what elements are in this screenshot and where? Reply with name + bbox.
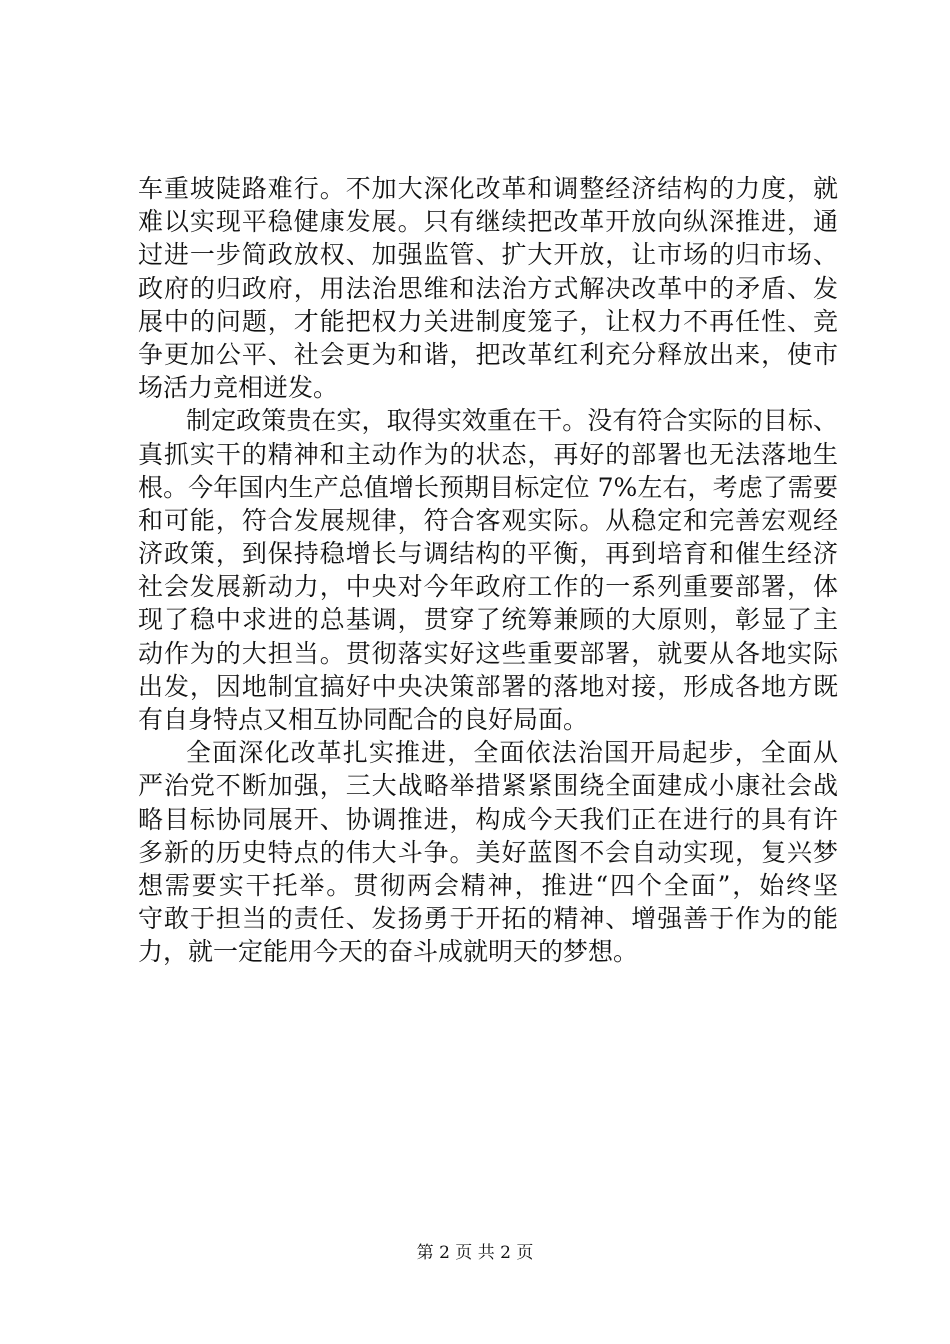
text-line: 有自身特点又相互协同配合的良好局面。: [138, 705, 589, 734]
page-footer: 第 2 页 共 2 页: [416, 1243, 534, 1263]
text-line: 和可能，符合发展规律，符合客观实际。从稳定和完善宏观经: [138, 505, 838, 535]
text-line: 展中的问题，才能把权力关进制度笼子，让权力不再任性、竞: [138, 306, 838, 336]
text-line: 严治党不断加强，三大战略举措紧紧围绕全面建成小康社会战: [138, 771, 838, 801]
text-line: 动作为的大担当。贯彻落实好这些重要部署，就要从各地实际: [138, 638, 838, 668]
text-line: 现了稳中求进的总基调，贯穿了统筹兼顾的大原则，彰显了主: [138, 605, 838, 635]
paragraph: [138, 736, 838, 968]
article-body: [138, 172, 838, 969]
paragraph: [138, 404, 838, 736]
text-line: 力，就一定能用今天的奋斗成就明天的梦想。: [138, 937, 639, 967]
text-line: 根。今年国内生产总值增长预期目标定位 7%左右，考虑了需要: [138, 472, 838, 502]
text-line: 出发，因地制宜搞好中央决策部署的落地对接，形成各地方既: [138, 671, 838, 701]
text-line: 过进一步简政放权、加强监管、扩大开放，让市场的归市场、: [138, 240, 838, 270]
paragraph: [138, 172, 838, 404]
text-line: 制定政策贵在实，取得实效重在干。没有符合实际的目标、: [186, 406, 838, 436]
text-line: 略目标协同展开、协调推进，构成今天我们正在进行的具有许: [138, 804, 838, 834]
text-line: 守敢于担当的责任、发扬勇于开拓的精神、增强善于作为的能: [138, 904, 838, 934]
text-line: 济政策，到保持稳增长与调结构的平衡，再到培育和催生经济: [138, 539, 838, 569]
text-line: 想需要实干托举。贯彻两会精神，推进“四个全面”，始终坚: [138, 870, 838, 900]
text-line: 多新的历史特点的伟大斗争。美好蓝图不会自动实现，复兴梦: [138, 837, 838, 867]
text-line: 真抓实干的精神和主动作为的状态，再好的部署也无法落地生: [138, 439, 838, 469]
text-line: 社会发展新动力，中央对今年政府工作的一系列重要部署，体: [138, 572, 838, 602]
text-line: 政府的归政府，用法治思维和法治方式解决改革中的矛盾、发: [138, 273, 838, 303]
text-line: 全面深化改革扎实推进，全面依法治国开局起步，全面从: [186, 738, 838, 768]
text-line: 车重坡陡路难行。不加大深化改革和调整经济结构的力度，就: [138, 174, 838, 203]
text-line: 争更加公平、社会更为和谐，把改革红利充分释放出来，使市: [138, 339, 838, 369]
text-line: 难以实现平稳健康发展。只有继续把改革开放向纵深推进，通: [138, 207, 838, 237]
text-line: 场活力竞相迸发。: [138, 373, 339, 403]
